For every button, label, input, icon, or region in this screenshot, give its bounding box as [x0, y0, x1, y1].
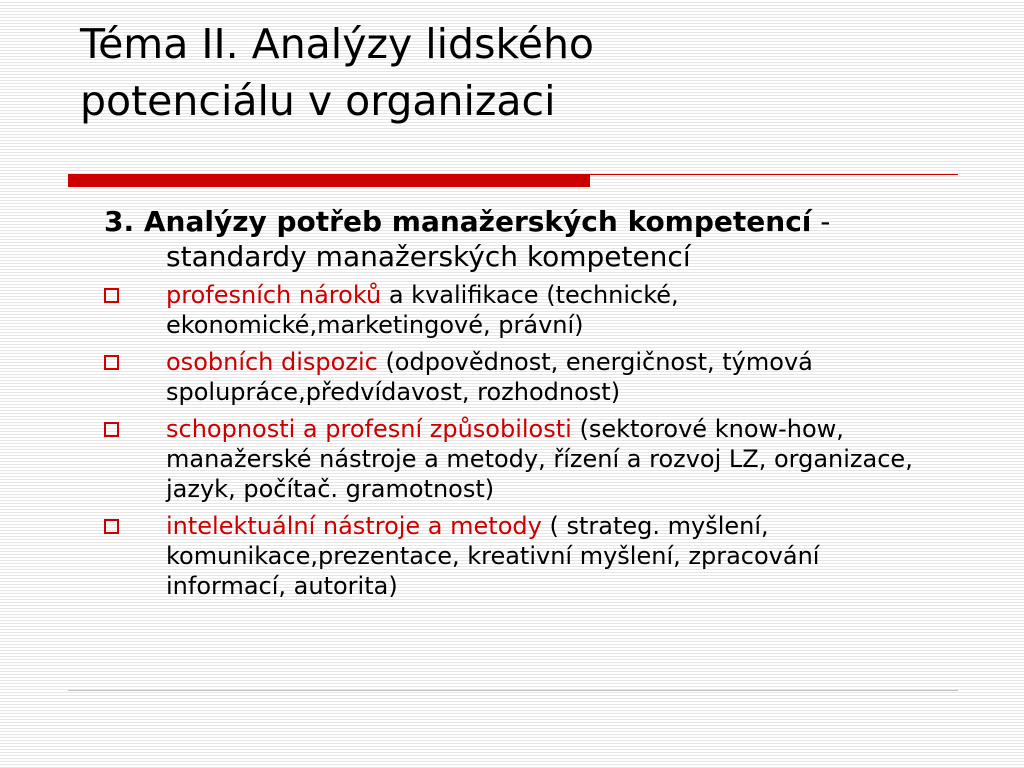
bullet-keyword: intelektuální nástroje a metody — [166, 512, 542, 540]
bullet-item — [104, 280, 934, 340]
section-heading — [104, 204, 934, 274]
bullet-text: ( strateg. myšlení, komunikace,prezentace, kreativní myšlení, zpracování informací, autorita) — [166, 512, 820, 600]
section-heading-rest: -standardy manažerských kompetencí — [166, 205, 831, 273]
bullet-item — [104, 414, 934, 504]
section-heading-bold: 3. Analýzy potřeb manažerských kompetencí — [104, 205, 812, 238]
bullet-text: (odpovědnost, energičnost, týmová spolupráce,předvídavost, rozhodnost) — [166, 348, 813, 406]
slide-title-line-1: Téma II. Analýzy lidského — [80, 20, 595, 68]
slide-title — [80, 16, 980, 130]
bullet-item — [104, 511, 934, 601]
bullet-keyword: osobních dispozic — [166, 348, 378, 376]
hollow-square-icon — [104, 519, 119, 534]
slide-body — [104, 204, 934, 608]
title-divider-accent-bar — [68, 174, 590, 187]
bullet-text: a kvalifikace (technické, ekonomické,marketingové, právní) — [166, 281, 679, 339]
slide-title-line-2: potenciálu v organizaci — [80, 77, 556, 125]
bullet-keyword: schopnosti a profesní způsobilosti — [166, 415, 572, 443]
hollow-square-icon — [104, 422, 119, 437]
hollow-square-icon — [104, 355, 119, 370]
bullet-keyword: profesních nároků — [166, 281, 382, 309]
footer-divider — [68, 690, 958, 691]
hollow-square-icon — [104, 288, 119, 303]
bullet-item — [104, 347, 934, 407]
bullet-text: (sektorové know-how, manažerské nástroje a metody, řízení a rozvoj LZ, organizace, jazyk, počítač. gramotnost) — [166, 415, 913, 503]
bullet-list — [104, 280, 934, 601]
